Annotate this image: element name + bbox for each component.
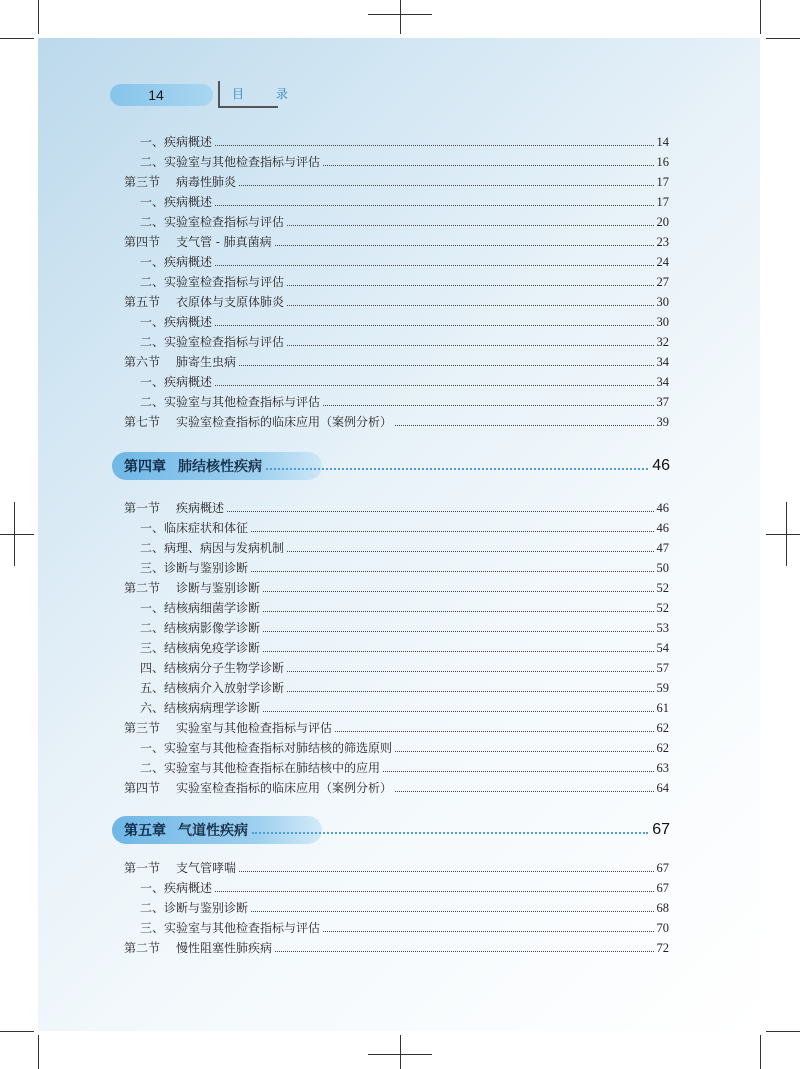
entry-page-number: 46 bbox=[656, 501, 669, 515]
chapter-heading[interactable] bbox=[112, 816, 670, 844]
entry-page-number: 37 bbox=[656, 395, 669, 409]
dot-leader bbox=[263, 651, 653, 652]
dot-leader bbox=[287, 345, 653, 346]
entry-title: 二、实验室检查指标与评估 bbox=[140, 215, 285, 229]
dot-leader bbox=[239, 185, 653, 186]
dot-leader bbox=[275, 951, 653, 952]
entry-page-number: 23 bbox=[656, 235, 669, 249]
entry-page-number: 67 bbox=[656, 881, 669, 895]
entry-page-number: 54 bbox=[656, 641, 669, 655]
chapter-page-number: 67 bbox=[652, 821, 670, 838]
entry-page-number: 30 bbox=[656, 295, 669, 309]
section-number: 第七节 bbox=[124, 415, 161, 429]
entry-title: 六、结核病病理学诊断 bbox=[140, 701, 261, 715]
entry-page-number: 27 bbox=[656, 275, 669, 289]
entry-page-number: 63 bbox=[656, 761, 669, 775]
header-divider bbox=[218, 81, 220, 107]
dot-leader bbox=[287, 285, 653, 286]
toc-subentry[interactable] bbox=[124, 896, 669, 916]
entry-title: 一、结核病细菌学诊断 bbox=[140, 601, 261, 615]
entry-title: 二、实验室与其他检查指标在肺结核中的应用 bbox=[140, 761, 381, 775]
section-number: 第三节 bbox=[124, 175, 161, 189]
entry-title: 二、诊断与鉴别诊断 bbox=[140, 901, 249, 915]
entry-page-number: 52 bbox=[656, 601, 669, 615]
dot-leader bbox=[323, 405, 653, 406]
chapter-number: 第四章 bbox=[124, 459, 166, 475]
dot-leader bbox=[215, 265, 653, 266]
dot-leader bbox=[275, 245, 654, 246]
dot-leader bbox=[263, 711, 653, 712]
dot-leader bbox=[395, 791, 653, 792]
chapter-dot-leader bbox=[266, 468, 648, 470]
toc-subentry[interactable] bbox=[124, 876, 669, 896]
entry-page-number: 34 bbox=[656, 355, 669, 369]
entry-title: 二、实验室检查指标与评估 bbox=[140, 335, 285, 349]
section-number: 第四节 bbox=[124, 235, 161, 249]
section-number: 第五节 bbox=[124, 295, 161, 309]
dot-leader bbox=[323, 931, 653, 932]
toc-subentry[interactable] bbox=[124, 616, 669, 636]
entry-title: 实验室与其他检查指标与评估 bbox=[176, 721, 333, 735]
entry-page-number: 64 bbox=[656, 781, 669, 795]
dot-leader bbox=[263, 611, 653, 612]
entry-page-number: 57 bbox=[656, 661, 669, 675]
entry-title: 一、疾病概述 bbox=[140, 195, 213, 209]
entry-title: 三、实验室与其他检查指标与评估 bbox=[140, 921, 321, 935]
toc-subentry[interactable] bbox=[124, 130, 669, 150]
entry-page-number: 59 bbox=[656, 681, 669, 695]
entry-title: 三、结核病免疫学诊断 bbox=[140, 641, 261, 655]
toc-section-entry[interactable] bbox=[124, 496, 669, 516]
dot-leader bbox=[239, 871, 653, 872]
entry-title: 衣原体与支原体肺炎 bbox=[176, 295, 285, 309]
entry-page-number: 17 bbox=[656, 175, 669, 189]
toc-subentry[interactable] bbox=[124, 596, 669, 616]
dot-leader bbox=[263, 631, 653, 632]
entry-title: 二、实验室与其他检查指标与评估 bbox=[140, 395, 321, 409]
section-number: 第一节 bbox=[124, 861, 161, 875]
entry-page-number: 24 bbox=[656, 255, 669, 269]
entry-title: 一、疾病概述 bbox=[140, 375, 213, 389]
header-underline bbox=[218, 106, 278, 108]
dot-leader bbox=[263, 591, 653, 592]
dot-leader bbox=[215, 385, 653, 386]
dot-leader bbox=[215, 205, 653, 206]
chapter-title: 肺结核性疾病 bbox=[178, 459, 262, 475]
toc-subentry[interactable] bbox=[124, 310, 669, 330]
dot-leader bbox=[287, 305, 653, 306]
dot-leader bbox=[323, 165, 653, 166]
entry-page-number: 17 bbox=[656, 195, 669, 209]
toc-section-entry[interactable] bbox=[124, 716, 669, 736]
entry-title: 五、结核病介入放射学诊断 bbox=[140, 681, 285, 695]
entry-title: 一、临床症状和体征 bbox=[140, 521, 249, 535]
entry-page-number: 62 bbox=[656, 741, 669, 755]
entry-title: 一、疾病概述 bbox=[140, 135, 213, 149]
entry-page-number: 46 bbox=[656, 521, 669, 535]
dot-leader bbox=[383, 771, 653, 772]
entry-title: 一、实验室与其他检查指标对肺结核的筛选原则 bbox=[140, 741, 393, 755]
toc-subentry[interactable] bbox=[124, 756, 669, 776]
toc-subentry[interactable] bbox=[124, 250, 669, 270]
toc-section-entry[interactable] bbox=[124, 776, 669, 796]
entry-title: 二、病理、病因与发病机制 bbox=[140, 541, 285, 555]
chapter-number: 第五章 bbox=[124, 823, 166, 839]
dot-leader bbox=[395, 751, 653, 752]
toc-subentry[interactable] bbox=[124, 270, 669, 290]
section-number: 第六节 bbox=[124, 355, 161, 369]
dot-leader bbox=[287, 551, 653, 552]
toc-section-entry[interactable] bbox=[124, 936, 669, 956]
entry-title: 诊断与鉴别诊断 bbox=[176, 581, 261, 595]
section-number: 第一节 bbox=[124, 501, 161, 515]
entry-title: 二、结核病影像学诊断 bbox=[140, 621, 261, 635]
entry-title: 支气管 - 肺真菌病 bbox=[176, 235, 272, 249]
toc-subentry[interactable] bbox=[124, 370, 669, 390]
entry-page-number: 34 bbox=[656, 375, 669, 389]
entry-page-number: 47 bbox=[656, 541, 669, 555]
dot-leader bbox=[215, 145, 653, 146]
page-number: 14 bbox=[148, 87, 164, 103]
entry-page-number: 68 bbox=[656, 901, 669, 915]
entry-page-number: 67 bbox=[656, 861, 669, 875]
entry-page-number: 50 bbox=[656, 561, 669, 575]
toc-section-entry[interactable] bbox=[124, 410, 669, 430]
entry-title: 支气管哮喘 bbox=[176, 861, 237, 875]
section-number: 第二节 bbox=[124, 941, 161, 955]
dot-leader bbox=[287, 671, 653, 672]
entry-title: 三、诊断与鉴别诊断 bbox=[140, 561, 249, 575]
entry-title: 肺寄生虫病 bbox=[176, 355, 237, 369]
entry-title: 病毒性肺炎 bbox=[176, 175, 237, 189]
entry-title: 一、疾病概述 bbox=[140, 315, 213, 329]
entry-page-number: 53 bbox=[656, 621, 669, 635]
section-number: 第四节 bbox=[124, 781, 161, 795]
dot-leader bbox=[227, 511, 653, 512]
toc-section-entry[interactable] bbox=[124, 230, 669, 250]
toc-section-entry[interactable] bbox=[124, 576, 669, 596]
toc-subentry[interactable] bbox=[124, 696, 669, 716]
dot-leader bbox=[251, 571, 653, 572]
entry-title: 一、疾病概述 bbox=[140, 881, 213, 895]
entry-page-number: 16 bbox=[656, 155, 669, 169]
toc-subentry[interactable] bbox=[124, 556, 669, 576]
dot-leader bbox=[287, 691, 653, 692]
entry-page-number: 14 bbox=[656, 135, 669, 149]
toc-subentry[interactable] bbox=[124, 150, 669, 170]
toc-section-entry[interactable] bbox=[124, 350, 669, 370]
entry-page-number: 39 bbox=[656, 415, 669, 429]
chapter-title: 气道性疾病 bbox=[178, 823, 248, 839]
toc-subentry[interactable] bbox=[124, 536, 669, 556]
entry-title: 二、实验室检查指标与评估 bbox=[140, 275, 285, 289]
entry-page-number: 61 bbox=[656, 701, 669, 715]
chapter-page-number: 46 bbox=[652, 457, 670, 474]
entry-title: 实验室检查指标的临床应用（案例分析） bbox=[176, 781, 393, 795]
entry-page-number: 32 bbox=[656, 335, 669, 349]
chapter-dot-leader bbox=[252, 832, 648, 834]
entry-page-number: 30 bbox=[656, 315, 669, 329]
entry-title: 一、疾病概述 bbox=[140, 255, 213, 269]
dot-leader bbox=[395, 425, 653, 426]
dot-leader bbox=[239, 365, 653, 366]
toc-subentry[interactable] bbox=[124, 656, 669, 676]
dot-leader bbox=[251, 911, 653, 912]
dot-leader bbox=[215, 325, 653, 326]
dot-leader bbox=[215, 891, 653, 892]
entry-title: 慢性阻塞性肺疾病 bbox=[176, 941, 273, 955]
toc-section-entry[interactable] bbox=[124, 170, 669, 190]
section-number: 第二节 bbox=[124, 581, 161, 595]
entry-page-number: 20 bbox=[656, 215, 669, 229]
toc-subentry[interactable] bbox=[124, 516, 669, 536]
toc-subentry[interactable] bbox=[124, 916, 669, 936]
entry-page-number: 70 bbox=[656, 921, 669, 935]
header-title: 目 录 bbox=[232, 87, 302, 101]
dot-leader bbox=[287, 225, 653, 226]
dot-leader bbox=[335, 731, 653, 732]
entry-page-number: 62 bbox=[656, 721, 669, 735]
entry-title: 实验室检查指标的临床应用（案例分析） bbox=[176, 415, 393, 429]
toc-subentry[interactable] bbox=[124, 676, 669, 696]
entry-title: 四、结核病分子生物学诊断 bbox=[140, 661, 285, 675]
toc-section-entry[interactable] bbox=[124, 290, 669, 310]
entry-page-number: 72 bbox=[656, 941, 669, 955]
entry-title: 疾病概述 bbox=[176, 501, 225, 515]
dot-leader bbox=[251, 531, 653, 532]
chapter-heading[interactable] bbox=[112, 452, 670, 480]
entry-page-number: 52 bbox=[656, 581, 669, 595]
toc-subentry[interactable] bbox=[124, 390, 669, 410]
toc-subentry[interactable] bbox=[124, 330, 669, 350]
section-number: 第三节 bbox=[124, 721, 161, 735]
toc-subentry[interactable] bbox=[124, 190, 669, 210]
toc-subentry[interactable] bbox=[124, 210, 669, 230]
toc-subentry[interactable] bbox=[124, 636, 669, 656]
toc-section-entry[interactable] bbox=[124, 856, 669, 876]
toc-subentry[interactable] bbox=[124, 736, 669, 756]
entry-title: 二、实验室与其他检查指标与评估 bbox=[140, 155, 321, 169]
